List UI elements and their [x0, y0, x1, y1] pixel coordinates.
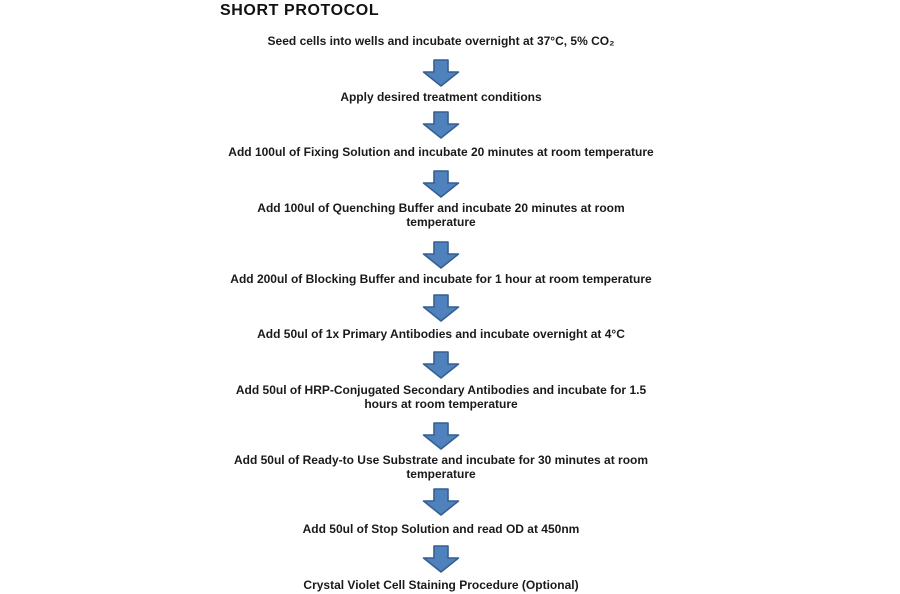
- step-text: temperature: [406, 215, 476, 229]
- down-arrow-shape: [424, 60, 459, 86]
- protocol-step-5: [141, 272, 741, 286]
- protocol-step-7: [141, 383, 741, 411]
- protocol-step-10: [141, 578, 741, 592]
- step-text: Add 50ul of 1x Primary Antibodies and incubate overnight at 4°C: [257, 327, 625, 341]
- step-text: Apply desired treatment conditions: [340, 90, 542, 104]
- protocol-step-8: [141, 453, 741, 481]
- step-text: Add 50ul of HRP-Conjugated Secondary Antibodies and incubate for 1.5: [235, 383, 647, 397]
- down-arrow-icon: [421, 422, 461, 450]
- down-arrow-icon: [421, 111, 461, 139]
- step-text: Add 100ul of Fixing Solution and incubate 20 minutes at room temperature: [228, 145, 654, 159]
- down-arrow-icon: [421, 545, 461, 573]
- step-text: Add 50ul of Stop Solution and read OD at 450nm: [302, 522, 580, 536]
- protocol-step-9: [141, 522, 741, 536]
- down-arrow-shape: [424, 489, 459, 515]
- step-text: Add 50ul of Ready-to Use Substrate and incubate for 30 minutes at room: [233, 453, 649, 467]
- step-text: Add 200ul of Blocking Buffer and incubate for 1 hour at room temperature: [230, 272, 652, 286]
- down-arrow-shape: [424, 352, 459, 378]
- down-arrow-shape: [424, 112, 459, 138]
- protocol-step-6: [141, 327, 741, 341]
- protocol-step-2: [141, 90, 741, 104]
- protocol-step-1: [141, 34, 741, 48]
- step-text: temperature: [406, 467, 476, 481]
- down-arrow-shape: [424, 171, 459, 197]
- protocol-step-4: [141, 201, 741, 229]
- protocol-step-3: [141, 145, 741, 159]
- down-arrow-icon: [421, 170, 461, 198]
- down-arrow-icon: [421, 351, 461, 379]
- down-arrow-shape: [424, 546, 459, 572]
- step-text: Add 100ul of Quenching Buffer and incubate 20 minutes at room: [257, 201, 625, 215]
- page-title: SHORT PROTOCOL: [220, 2, 380, 19]
- down-arrow-shape: [424, 295, 459, 321]
- step-text: hours at room temperature: [364, 397, 518, 411]
- down-arrow-icon: [421, 59, 461, 87]
- down-arrow-icon: [421, 294, 461, 322]
- down-arrow-icon: [421, 488, 461, 516]
- step-text: Seed cells into wells and incubate overnight at 37°C, 5% CO₂: [267, 34, 615, 48]
- step-text: Crystal Violet Cell Staining Procedure (Optional): [303, 578, 579, 592]
- down-arrow-shape: [424, 242, 459, 268]
- down-arrow-icon: [421, 241, 461, 269]
- down-arrow-shape: [424, 423, 459, 449]
